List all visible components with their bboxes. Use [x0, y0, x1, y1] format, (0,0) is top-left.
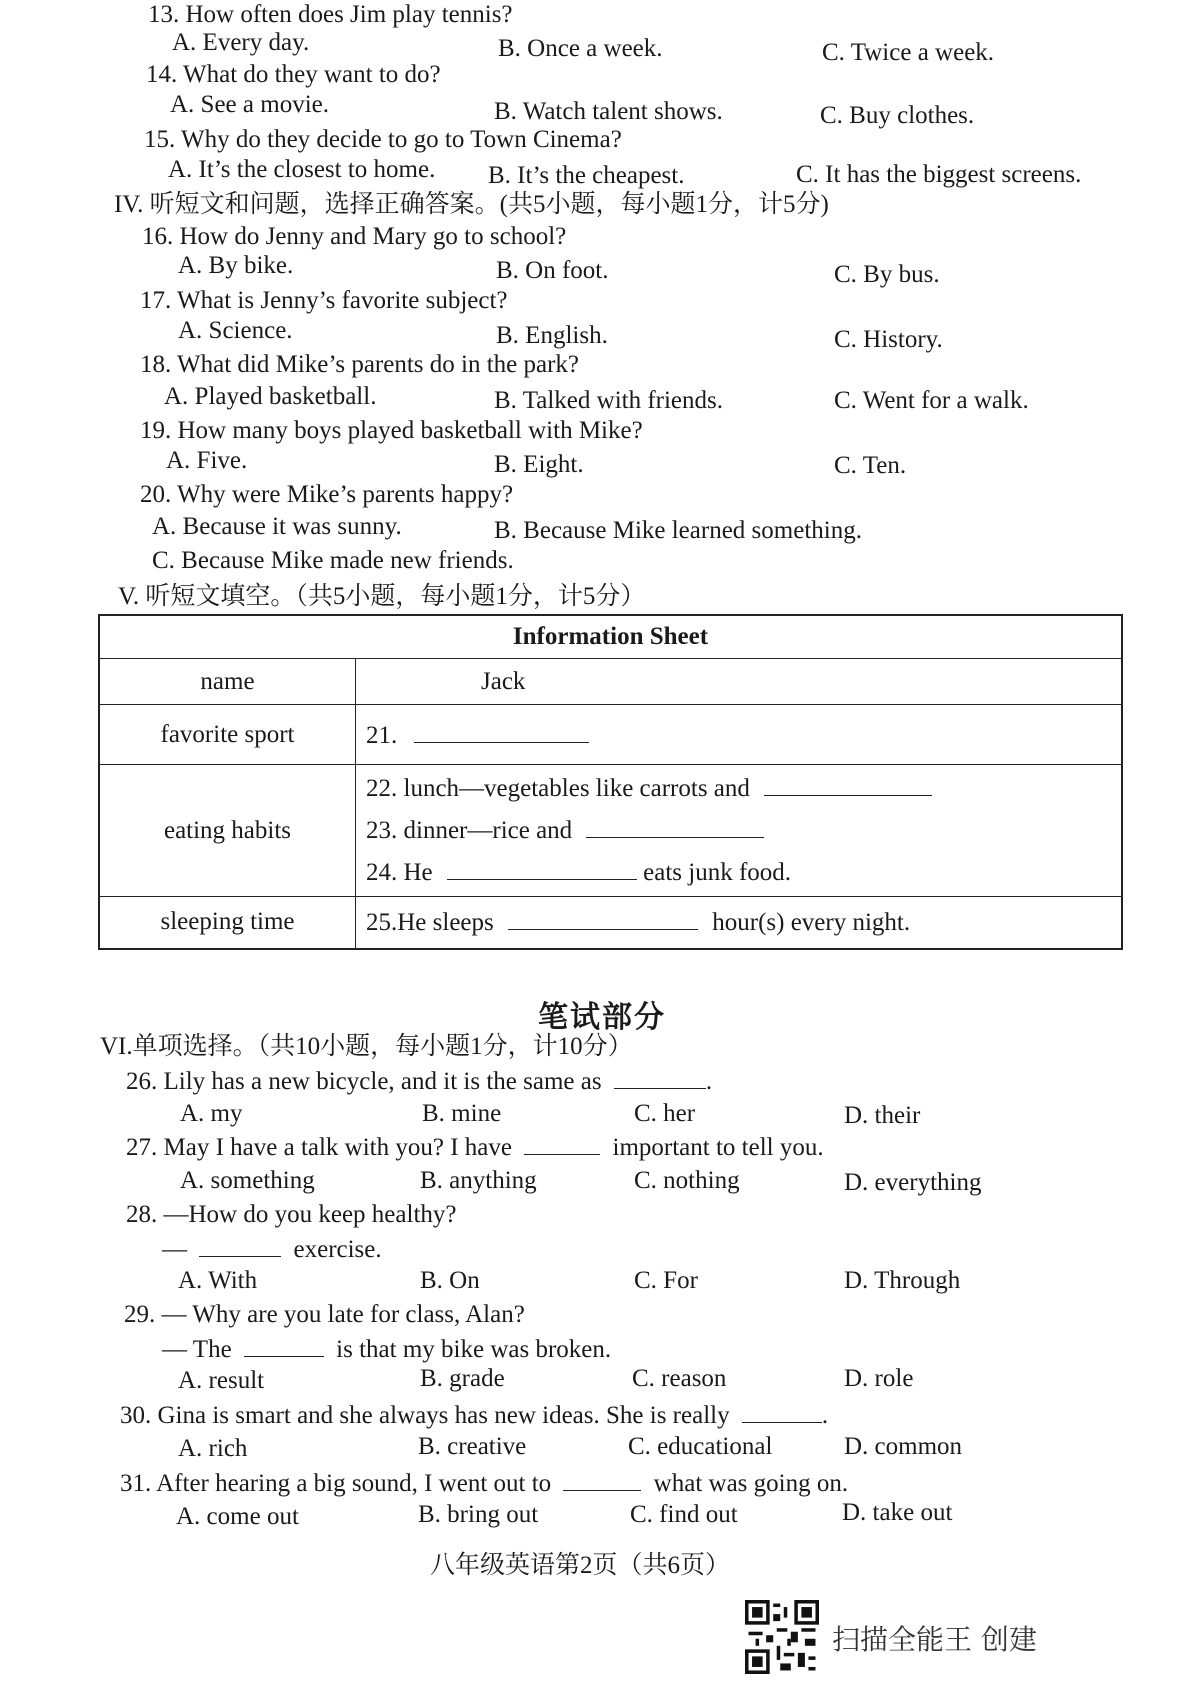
- question-22-text: 22. lunch—vegetables like carrots and: [366, 774, 750, 802]
- question-25-blank[interactable]: [508, 907, 698, 930]
- question-20-option-c: C. Because Mike made new friends.: [152, 547, 514, 574]
- question-14-option-c: C. Buy clothes.: [820, 102, 975, 129]
- question-14-stem: 14. What do they want to do?: [146, 61, 441, 88]
- favorite-sport-cell: [356, 705, 1123, 765]
- question-27-line: [126, 1132, 824, 1163]
- sleeping-time-label: sleeping time: [99, 897, 356, 949]
- question-28-dash: —: [162, 1236, 187, 1263]
- question-24-blank[interactable]: [447, 857, 637, 880]
- question-31-line: [120, 1468, 848, 1499]
- written-part-title: 笔试部分: [538, 1001, 666, 1034]
- question-31-option-c: C. find out: [630, 1501, 738, 1528]
- question-17-option-a: A. Science.: [178, 317, 293, 344]
- question-23-blank[interactable]: [586, 815, 764, 838]
- question-20-option-b: B. Because Mike learned something.: [494, 517, 862, 544]
- question-26-end: .: [705, 1068, 713, 1095]
- question-23-line: [366, 810, 1111, 852]
- question-26-option-a: A. my: [180, 1100, 243, 1127]
- information-sheet-title: Information Sheet: [99, 615, 1122, 659]
- qr-code-icon: [745, 1600, 819, 1674]
- question-29-line-2: [162, 1334, 611, 1365]
- question-14-option-b: B. Watch talent shows.: [494, 98, 723, 125]
- question-16-option-a: A. By bike.: [178, 252, 294, 279]
- scanner-watermark-label: 扫描全能王 创建: [832, 1623, 1037, 1656]
- favorite-sport-label: favorite sport: [99, 705, 356, 765]
- question-31-end: what was going on.: [653, 1470, 849, 1497]
- question-24-line: [366, 852, 1111, 894]
- question-24-text-before: 24. He: [366, 858, 433, 886]
- question-15-stem: 15. Why do they decide to go to Town Cinema?: [144, 126, 622, 153]
- question-28-line-2: [162, 1234, 382, 1265]
- question-18-option-a: A. Played basketball.: [164, 383, 377, 410]
- question-17-stem: 17. What is Jenny’s favorite subject?: [140, 287, 508, 314]
- question-25-text-after: hour(s) every night.: [712, 909, 911, 937]
- question-30-line: [120, 1400, 828, 1431]
- question-28-stem: 28. —How do you keep healthy?: [126, 1201, 457, 1228]
- question-22-line: [366, 768, 1111, 810]
- question-27-stem: 27. May I have a talk with you? I have: [126, 1134, 512, 1161]
- question-15-option-a: A. It’s the closest to home.: [168, 156, 436, 183]
- eating-habits-label: eating habits: [99, 765, 356, 897]
- question-20-option-a: A. Because it was sunny.: [152, 513, 402, 540]
- question-26-stem: 26. Lily has a new bicycle, and it is the same as: [126, 1068, 602, 1095]
- question-30-blank[interactable]: [742, 1400, 822, 1423]
- question-24-text-after: eats junk food.: [643, 858, 792, 886]
- question-30-option-c: C. educational: [628, 1433, 773, 1460]
- question-14-option-a: A. See a movie.: [170, 91, 329, 118]
- question-27-end: important to tell you.: [612, 1134, 824, 1161]
- question-30-stem: 30. Gina is smart and she always has new ideas. She is really: [120, 1402, 730, 1429]
- question-31-option-a: A. come out: [176, 1503, 299, 1530]
- question-27-option-c: C. nothing: [634, 1167, 740, 1194]
- question-28-option-a: A. With: [178, 1267, 258, 1294]
- question-30-option-b: B. creative: [418, 1433, 527, 1460]
- question-27-option-d: D. everything: [844, 1169, 982, 1196]
- question-31-blank[interactable]: [563, 1468, 641, 1491]
- question-18-option-b: B. Talked with friends.: [494, 387, 724, 414]
- sleeping-time-cell: [356, 897, 1123, 949]
- question-21-blank[interactable]: [414, 720, 589, 743]
- question-25-text-before: 25.He sleeps: [366, 909, 494, 937]
- question-31-option-b: B. bring out: [418, 1501, 539, 1528]
- question-29-option-c: C. reason: [632, 1365, 727, 1392]
- eating-habits-cell: [356, 765, 1123, 897]
- question-19-option-b: B. Eight.: [494, 451, 584, 478]
- question-27-option-b: B. anything: [420, 1167, 537, 1194]
- question-18-stem: 18. What did Mike’s parents do in the park?: [140, 351, 580, 378]
- question-23-text: 23. dinner—rice and: [366, 816, 573, 844]
- question-19-stem: 19. How many boys played basketball with Mike?: [140, 417, 643, 444]
- question-29-line-2-end: is that my bike was broken.: [336, 1336, 612, 1363]
- question-19-option-a: A. Five.: [166, 447, 248, 474]
- question-31-stem: 31. After hearing a big sound, I went out to: [120, 1470, 552, 1497]
- question-29-option-b: B. grade: [420, 1365, 505, 1392]
- question-13-option-a: A. Every day.: [172, 29, 310, 56]
- question-13-option-b: B. Once a week.: [498, 35, 663, 62]
- question-28-option-b: B. On: [420, 1267, 480, 1294]
- question-26-option-c: C. her: [634, 1100, 696, 1127]
- question-27-option-a: A. something: [180, 1167, 315, 1194]
- section-6-heading: VI.单项选择。（共10小题，每小题1分，计10分）: [100, 1033, 633, 1060]
- question-13-option-c: C. Twice a week.: [822, 39, 995, 66]
- name-label: name: [99, 659, 356, 705]
- question-30-end: .: [821, 1402, 829, 1429]
- question-19-option-c: C. Ten.: [834, 452, 907, 479]
- question-28-option-c: C. For: [634, 1267, 698, 1294]
- question-28-line-2-end: exercise.: [293, 1236, 382, 1263]
- name-value: Jack: [356, 659, 1123, 705]
- question-29-option-a: A. result: [178, 1367, 265, 1394]
- question-29-option-d: D. role: [844, 1365, 914, 1392]
- question-16-stem: 16. How do Jenny and Mary go to school?: [142, 223, 567, 250]
- question-16-option-c: C. By bus.: [834, 261, 940, 288]
- question-29-blank[interactable]: [244, 1334, 324, 1357]
- question-21-label: 21.: [366, 721, 398, 749]
- question-26-line: [126, 1066, 712, 1097]
- question-22-blank[interactable]: [764, 773, 932, 796]
- question-13-stem: 13. How often does Jim play tennis?: [148, 1, 513, 28]
- information-sheet-table: [98, 614, 1123, 950]
- question-31-option-d: D. take out: [842, 1499, 953, 1526]
- question-26-option-b: B. mine: [422, 1100, 502, 1127]
- question-17-option-b: B. English.: [496, 322, 608, 349]
- question-28-blank[interactable]: [199, 1234, 281, 1257]
- section-5-heading: V. 听短文填空。（共5小题，每小题1分，计5分）: [118, 583, 646, 610]
- question-30-option-a: A. rich: [178, 1435, 248, 1462]
- page-footer: 八年级英语第2页（共6页）: [430, 1552, 731, 1579]
- section-4-heading: IV. 听短文和问题，选择正确答案。(共5小题，每小题1分，计5分): [114, 191, 829, 218]
- question-27-blank[interactable]: [524, 1132, 600, 1155]
- question-30-option-d: D. common: [844, 1433, 963, 1460]
- question-26-option-d: D. their: [844, 1102, 921, 1129]
- question-16-option-b: B. On foot.: [496, 257, 609, 284]
- question-17-option-c: C. History.: [834, 326, 943, 353]
- question-20-stem: 20. Why were Mike’s parents happy?: [140, 481, 514, 508]
- question-29-stem: 29. — Why are you late for class, Alan?: [124, 1301, 525, 1328]
- question-29-line-2-start: — The: [162, 1336, 232, 1363]
- question-15-option-b: B. It’s the cheapest.: [488, 162, 685, 189]
- question-18-option-c: C. Went for a walk.: [834, 387, 1029, 414]
- question-28-option-d: D. Through: [844, 1267, 961, 1294]
- question-26-blank[interactable]: [614, 1066, 706, 1089]
- question-15-option-c: C. It has the biggest screens.: [796, 161, 1082, 188]
